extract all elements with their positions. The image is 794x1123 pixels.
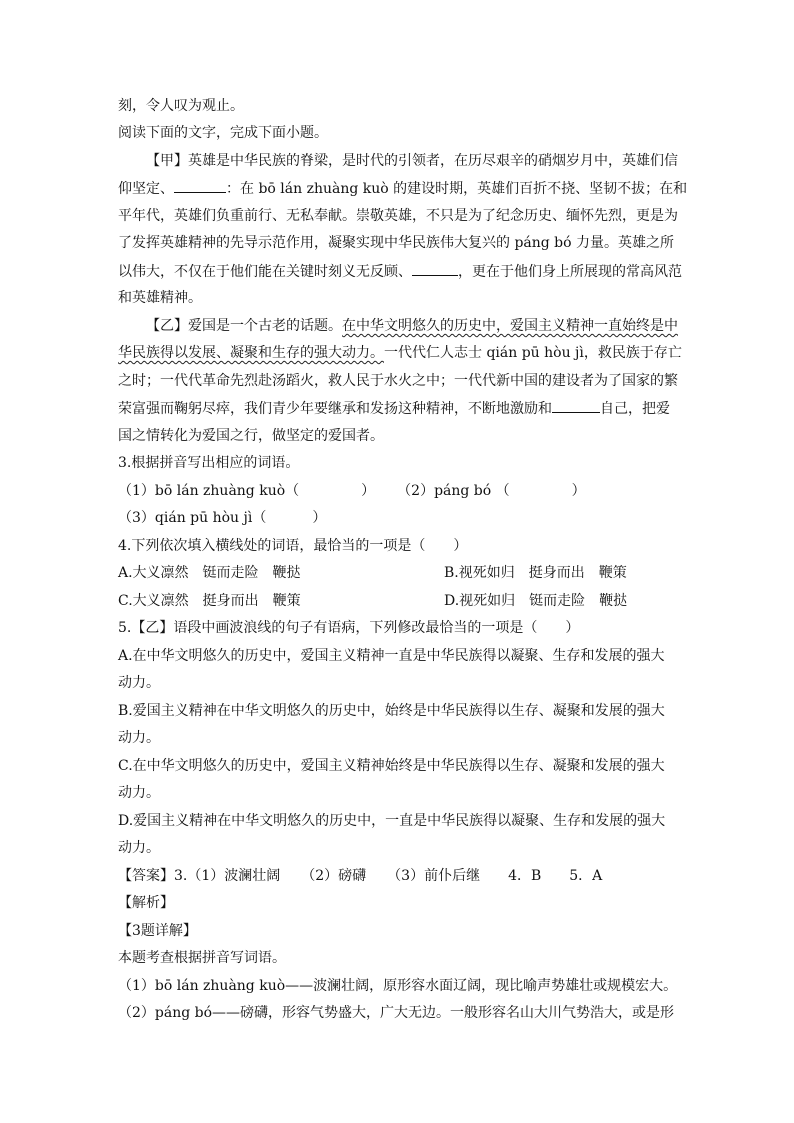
question-4-options bbox=[118, 591, 676, 611]
passage-text: 荣富强而鞠躬尽瘁，我们青少年要继承和发扬这种精神，不断地激励和 bbox=[118, 401, 552, 417]
passage-text: ，更在于他们身上所展现的常高风范 bbox=[458, 264, 682, 280]
question-4-stem bbox=[118, 536, 676, 556]
passage-jia-line bbox=[118, 288, 676, 308]
text-line bbox=[118, 96, 676, 116]
option-c-cont: 动力。 bbox=[118, 785, 160, 801]
detail-3-intro bbox=[118, 948, 676, 968]
option-d: D.视死如归 铤而走险 鞭挞 bbox=[444, 593, 628, 609]
passage-yi-line bbox=[118, 426, 676, 446]
passage-jia-line bbox=[118, 233, 676, 253]
passage-text: 和英雄精神。 bbox=[118, 290, 202, 306]
continued-text: 刻，令人叹为观止。 bbox=[118, 98, 244, 114]
option-b: B.视死如归 挺身而出 鞭策 bbox=[444, 565, 627, 581]
passage-text: ：在 bō lán zhuàng kuò 的建设时期，英雄们百折不挠、坚韧不拔；在和 bbox=[226, 181, 688, 197]
option-a: A.在中华文明悠久的历史中，爱国主义精神一直是中华民族得以凝聚、生存和发展的强大 bbox=[118, 648, 665, 664]
answer-line bbox=[118, 866, 676, 886]
passage-yi-line bbox=[118, 398, 676, 419]
passage-text: 仰坚定、 bbox=[118, 181, 174, 197]
pinyin-item-2: （2）páng bó （ bbox=[397, 483, 510, 499]
wavy-underlined-sentence: 在中华文明悠久的历史中，爱国主义精神一直始终是中 bbox=[342, 318, 678, 334]
question-3-items bbox=[118, 508, 676, 528]
question-text: 5.【乙】语段中画波浪线的句子有语病，下列修改最恰当的一项是（ ） bbox=[118, 620, 580, 636]
passage-jia-line bbox=[118, 261, 682, 282]
question-5-stem bbox=[118, 618, 676, 638]
detail-3-heading bbox=[118, 921, 676, 941]
instruction-text: 阅读下面的文字，完成下面小题。 bbox=[118, 125, 328, 141]
passage-text: 以伟大，不仅在于他们能在关键时刻义无反顾、 bbox=[118, 264, 412, 280]
question-4-options bbox=[118, 563, 676, 583]
pinyin-item-3: （3）qián pū hòu jì（ bbox=[118, 510, 267, 526]
explanation-text: （1）bō lán zhuàng kuò——波澜壮阔，原形容水面辽阔，现比喻声势雄壮或规模宏大。 bbox=[118, 978, 678, 994]
passage-jia-line bbox=[146, 151, 676, 171]
paren-close: ） bbox=[361, 483, 376, 499]
explanation-text: 本题考查根据拼音写词语。 bbox=[118, 950, 286, 966]
question-5-option-a bbox=[118, 646, 676, 666]
question-5-option-d bbox=[118, 838, 676, 858]
paren-close: ） bbox=[312, 510, 327, 526]
question-5-option-c bbox=[118, 756, 676, 776]
passage-text: 【乙】爱国是一个古老的话题。 bbox=[146, 318, 342, 334]
heading-text: 【解析】 bbox=[118, 895, 174, 911]
passage-yi-line bbox=[118, 343, 682, 363]
analysis-heading bbox=[118, 893, 676, 913]
detail-3-item-2 bbox=[118, 1003, 676, 1023]
answer-text: 【答案】3.（1）波澜壮阔 （2）磅礴 （3）前仆后继 4．B 5．A bbox=[118, 868, 603, 884]
question-5-option-a bbox=[118, 673, 676, 693]
pinyin-item-1: （1）bō lán zhuàng kuò（ bbox=[118, 483, 300, 499]
question-text: 3.根据拼音写出相应的词语。 bbox=[118, 455, 300, 471]
fill-blank-2 bbox=[412, 261, 458, 276]
passage-jia-line bbox=[118, 178, 688, 199]
passage-text: 了发挥英雄精神的先导示范作用，凝聚实现中华民族伟大复兴的 páng bó 力量。英雄之所 bbox=[118, 235, 675, 251]
passage-yi-line bbox=[118, 371, 676, 391]
question-5-option-b bbox=[118, 701, 676, 721]
option-d: D.爱国主义精神在中华文明悠久的历史中，一直是中华民族得以凝聚、生存和发展的强大 bbox=[118, 813, 666, 829]
detail-3-item-1 bbox=[118, 976, 676, 996]
passage-yi-line bbox=[146, 316, 676, 336]
option-a: A.大义凛然 铤而走险 鞭挞 bbox=[118, 565, 301, 581]
option-c: C.大义凛然 挺身而出 鞭策 bbox=[118, 593, 301, 609]
fill-blank-3 bbox=[552, 398, 600, 413]
option-b-cont: 动力。 bbox=[118, 730, 160, 746]
explanation-text: （2）páng bó——磅礴，形容气势盛大，广大无边。一般形容名山大川气势浩大，或是形 bbox=[118, 1005, 675, 1021]
reading-instruction bbox=[118, 123, 676, 143]
question-3-stem bbox=[118, 453, 676, 473]
wavy-underlined-sentence: 华民族得以发展、凝聚和生存的强大动力。 bbox=[118, 345, 384, 361]
passage-text: 之时；一代代革命先烈赴汤蹈火，救人民于水火之中；一代代新中国的建设者为了国家的繁 bbox=[118, 373, 678, 389]
paren-close: ） bbox=[571, 483, 586, 499]
question-5-option-d bbox=[118, 811, 676, 831]
passage-text: 一代代仁人志士 qián pū hòu jì，救民族于存亡 bbox=[384, 345, 682, 361]
question-5-option-b bbox=[118, 728, 676, 748]
question-text: 4.下列依次填入横线处的词语，最恰当的一项是（ ） bbox=[118, 538, 468, 554]
passage-jia-line bbox=[118, 206, 676, 226]
fill-blank-1 bbox=[174, 178, 226, 193]
option-c: C.在中华文明悠久的历史中，爱国主义精神始终是中华民族得以生存、凝聚和发展的强大 bbox=[118, 758, 665, 774]
passage-text: 【甲】英雄是中华民族的脊梁，是时代的引领者，在历尽艰辛的硝烟岁月中，英雄们信 bbox=[146, 153, 678, 169]
passage-text: 国之情转化为爱国之行，做坚定的爱国者。 bbox=[118, 428, 384, 444]
question-5-option-c bbox=[118, 783, 676, 803]
question-3-items bbox=[118, 481, 676, 501]
heading-text: 【3题详解】 bbox=[118, 923, 197, 939]
option-a-cont: 动力。 bbox=[118, 675, 160, 691]
passage-text: 自己，把爱 bbox=[600, 401, 670, 417]
passage-text: 平年代，英雄们负重前行、无私奉献。崇敬英雄，不只是为了纪念历史、缅怀先烈，更是为 bbox=[118, 208, 678, 224]
option-d-cont: 动力。 bbox=[118, 840, 160, 856]
option-b: B.爱国主义精神在中华文明悠久的历史中，始终是中华民族得以生存、凝聚和发展的强大 bbox=[118, 703, 665, 719]
